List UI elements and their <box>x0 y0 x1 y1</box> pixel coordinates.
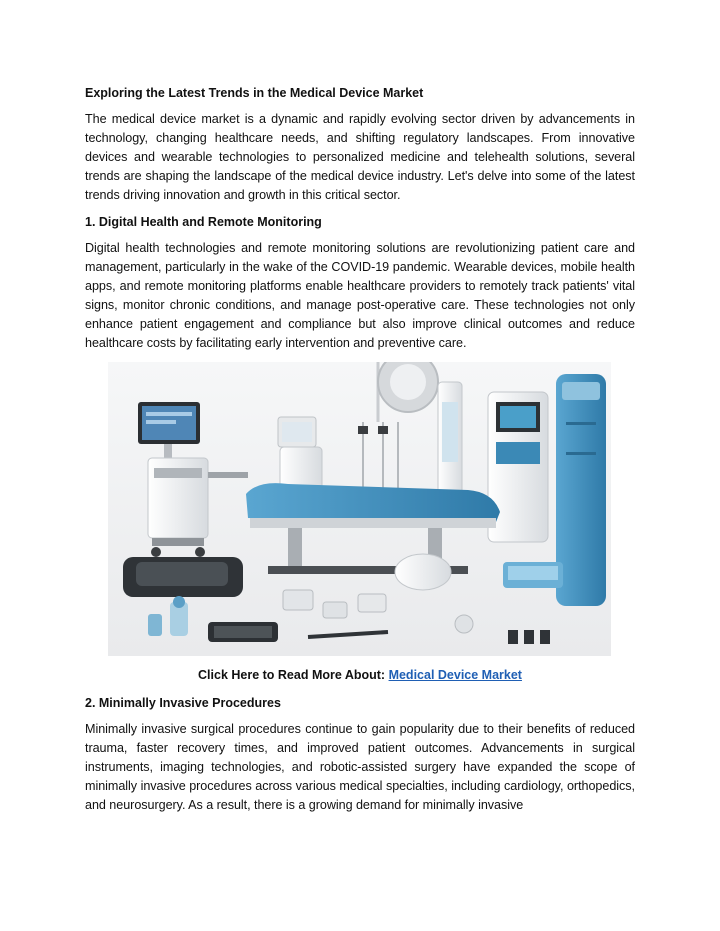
section-2 <box>85 694 635 823</box>
intro-paragraph: The medical device market is a dynamic and rapidly evolving sector driven by advancements in technology, changing healthcare needs, and shifting regulatory landscapes. From innovative devices and wearable technologies to personalized medicine and telehealth solutions, several trends are shaping the landscape of the medical device industry. Let's delve into some of the latest trends driving innovation and growth in this critical sector. <box>85 112 635 202</box>
medical-device-market-link[interactable]: Medical Device Market <box>388 668 522 682</box>
read-more-line <box>85 666 635 684</box>
document-body <box>85 84 635 361</box>
section-2-heading: 2. Minimally Invasive Procedures <box>85 696 281 710</box>
section-1-heading: 1. Digital Health and Remote Monitoring <box>85 215 322 229</box>
section-1-paragraph: Digital health technologies and remote monitoring solutions are revolutionizing patient care and management, particularly in the wake of the COVID-19 pandemic. Wearable devices, mobile health apps, and remote monitoring platforms enable healthcare providers to remotely track patients' vital signs, monitor chronic conditions, and manage post-operative care. These technologies not only enhance patient engagement and compliance but also improve clinical outcomes and reduce healthcare costs by facilitating early intervention and preventive care. <box>85 241 635 350</box>
section-2-paragraph: Minimally invasive surgical procedures continue to gain popularity due to their benefits of reduced trauma, faster recovery times, and improved patient outcomes. Advancements in surgical instruments, imaging technologies, and robotic-assisted surgery have expanded the scope of minimally invasive procedures across various medical specialties, including cardiology, orthopedics, and neurosurgery. As a result, there is a growing demand for minimally invasive <box>85 722 635 812</box>
read-more-prefix: Click Here to Read More About: <box>198 668 389 682</box>
page-title: Exploring the Latest Trends in the Medical Device Market <box>85 86 424 100</box>
medical-equipment-image <box>108 362 611 656</box>
medical-equipment-illustration <box>108 362 611 656</box>
